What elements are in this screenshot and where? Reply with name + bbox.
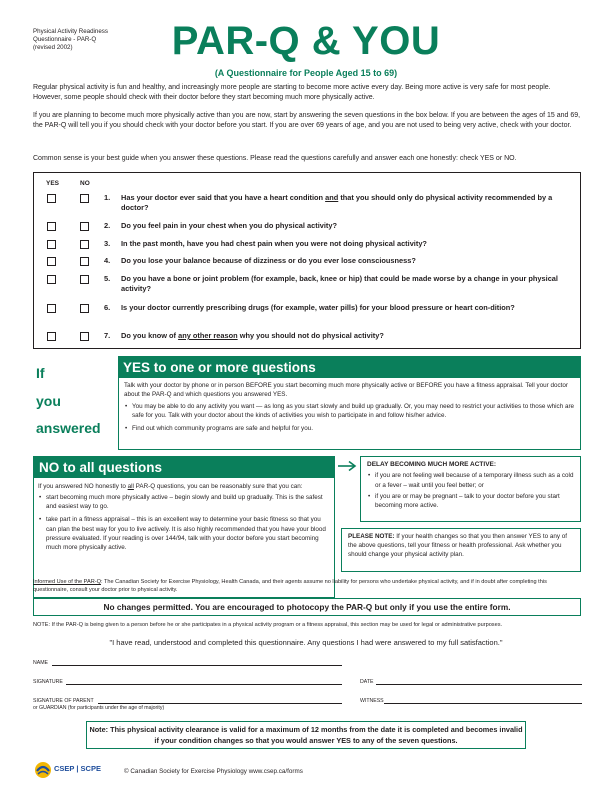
informed-use: Informed Use of the PAR-Q: The Canadian Society for Exercise Physiology, Health Canada, and their agents assume no liability for persons who undertake physical activity, and if in doubt after completing this questionnaire, consult your doctor prior to physical activity. [33, 579, 547, 593]
no-changes-notice: No changes permitted. You are encouraged to photocopy the PAR-Q but only if you use the entire form. [33, 598, 581, 616]
parent-signature-label: SIGNATURE OF PARENT [33, 698, 94, 704]
q3-text: In the past month, have you had chest pain when you were not doing physical activity? [121, 239, 427, 248]
yes-section-body [124, 381, 576, 433]
footer-copyright: © Canadian Society for Exercise Physiology www.csep.ca/forms [124, 768, 303, 775]
q2-no-checkbox[interactable] [80, 222, 89, 231]
page-subtitle: (A Questionnaire for People Aged 15 to 69) [214, 68, 398, 78]
if-label: If [36, 365, 45, 381]
you-label: you [36, 393, 61, 409]
q6-text: Is your doctor currently prescribing drugs (for example, water pills) for your blood pressure or heart con-dition? [121, 303, 515, 312]
q7-no-checkbox[interactable] [80, 332, 89, 341]
csep-emblem-icon [34, 761, 52, 779]
date-label: DATE [360, 679, 374, 685]
no-section-body [38, 482, 330, 552]
q5-no-checkbox[interactable] [80, 275, 89, 284]
guardian-label: or GUARDIAN (for participants under the age of majority) [33, 705, 165, 711]
q2-number: 2. [104, 221, 111, 230]
answered-label: answered [36, 420, 101, 436]
signature-label: SIGNATURE [33, 679, 63, 685]
q6-yes-checkbox[interactable] [47, 304, 56, 313]
delay-bullet-1: • if you are not feeling well because of a temporary illness such as a cold or a fever – wait until you feel better; or [367, 471, 574, 489]
witness-field[interactable] [384, 703, 582, 704]
no-column-header: NO [80, 180, 90, 187]
page-title: PAR-Q & YOU [171, 19, 441, 63]
signature-field[interactable] [66, 684, 342, 685]
form-id-line1: Physical Activity Readiness [33, 28, 108, 35]
q2-yes-checkbox[interactable] [47, 222, 56, 231]
no-bullet-2: • take part in a fitness appraisal – this is an excellent way to determine your basic fitness so that you can plan the best way for you to live actively. It is also highly recommended that you have your blood pressure evaluated. If your reading is over 144/94, talk with your doctor before you start becoming much more physically active. [38, 515, 330, 552]
delay-heading: DELAY BECOMING MUCH MORE ACTIVE: [367, 461, 497, 468]
validity-note: Note: This physical activity clearance is valid for a maximum of 12 months from the date it is completed and becomes invalid if your condition changes so that you would answer YES to any of the seven questions. [86, 721, 526, 749]
q2-text: Do you feel pain in your chest when you do physical activity? [121, 221, 338, 230]
q7-text: Do you know of any other reason why you should not do physical activity? [121, 331, 384, 340]
legal-note: NOTE: If the PAR-Q is being given to a person before he or she participates in a physical activity program or a fitness appraisal, this section may be used for legal or administrative purposes. [33, 622, 503, 628]
q3-yes-checkbox[interactable] [47, 240, 56, 249]
yes-section-heading: YES to one or more questions [118, 356, 581, 378]
csep-logo [34, 760, 101, 780]
no-bullet-1: • start becoming much more physically active – begin slowly and build up gradually. This is the safest and easiest way to go. [38, 493, 330, 511]
q1-number: 1. [104, 193, 111, 202]
delay-bullet-2: • if you are or may be pregnant – talk to your doctor before you start becoming more active. [367, 492, 574, 510]
please-note-box [341, 528, 581, 572]
q7-number: 7. [104, 331, 111, 340]
q4-number: 4. [104, 256, 111, 265]
date-field[interactable] [376, 684, 582, 685]
arrow-right-icon [337, 460, 359, 472]
name-field[interactable] [52, 665, 342, 666]
name-label: NAME [33, 660, 48, 666]
intro-paragraph-1: Regular physical activity is fun and healthy, and increasingly more people are starting to become more active every day. Being more active is very safe for most people. However, some people should check with their doctor before they start becoming much more physically active. [33, 84, 551, 101]
intro-paragraph-2: If you are planning to become much more physically active than you are now, start by answering the seven questions in the box below. If you are between the ages of 15 and 69, the PAR-Q will tell you if you should check with your doctor before you start. If you are over 69 years of age, and you are not used to being very active, check with your doctor. [33, 112, 581, 129]
yes-section-intro: Talk with your doctor by phone or in person BEFORE you start becoming much more physically active or BEFORE you have a fitness appraisal. Tell your doctor about the PAR-Q and which questions you answered YES. [124, 382, 569, 399]
please-note-label: PLEASE NOTE: [348, 533, 395, 540]
witness-label: WITNESS [360, 698, 384, 704]
q4-no-checkbox[interactable] [80, 257, 89, 266]
delay-box [360, 456, 581, 522]
please-note-text: If your health changes so that you then answer YES to any of the above questions, tell your fitness or health professional. Ask whether you should change your physical activity plan. [348, 533, 568, 559]
q6-no-checkbox[interactable] [80, 304, 89, 313]
declaration: "I have read, understood and completed this questionnaire. Any questions I had were answered to my full satisfaction." [109, 638, 503, 647]
q7-yes-checkbox[interactable] [47, 332, 56, 341]
q5-number: 5. [104, 274, 111, 283]
q5-text: Do you have a bone or joint problem (for example, back, knee or hip) that could be made worse by a change in your physical activity? [121, 274, 558, 294]
q6-number: 6. [104, 303, 111, 312]
q1-yes-checkbox[interactable] [47, 194, 56, 203]
no-section-intro: If you answered NO honestly to all PAR-Q questions, you can be reasonably sure that you can: [38, 483, 303, 490]
q4-text: Do you lose your balance because of dizziness or do you ever lose consciousness? [121, 256, 416, 265]
q3-number: 3. [104, 239, 111, 248]
parent-signature-field[interactable] [98, 703, 342, 704]
csep-logo-text: CSEP | SCPE [54, 764, 101, 773]
q5-yes-checkbox[interactable] [47, 275, 56, 284]
form-id-line2: Questionnaire - PAR-Q [33, 35, 97, 43]
q1-text: Has your doctor ever said that you have a heart condition and that you should only do physical activity recommended by a doctor? [121, 193, 553, 213]
yes-bullet-2: • Find out which community programs are safe and helpful for you. [124, 424, 576, 433]
q3-no-checkbox[interactable] [80, 240, 89, 249]
q1-no-checkbox[interactable] [80, 194, 89, 203]
yes-bullet-1: • You may be able to do any activity you want — as long as you start slowly and build up gradually. Or, you may need to restrict your activities to those which are safe for you. Talk with your doctor about the kinds of activities you wish to participate in and follow his/her advice. [124, 402, 576, 420]
form-id-line3: (revised 2002) [33, 43, 73, 51]
q4-yes-checkbox[interactable] [47, 257, 56, 266]
yes-column-header: YES [46, 180, 60, 187]
no-section-heading: NO to all questions [33, 456, 335, 478]
intro-paragraph-3: Common sense is your best guide when you answer these questions. Please read the questions carefully and answer each one honestly: check YES or NO. [33, 155, 517, 162]
